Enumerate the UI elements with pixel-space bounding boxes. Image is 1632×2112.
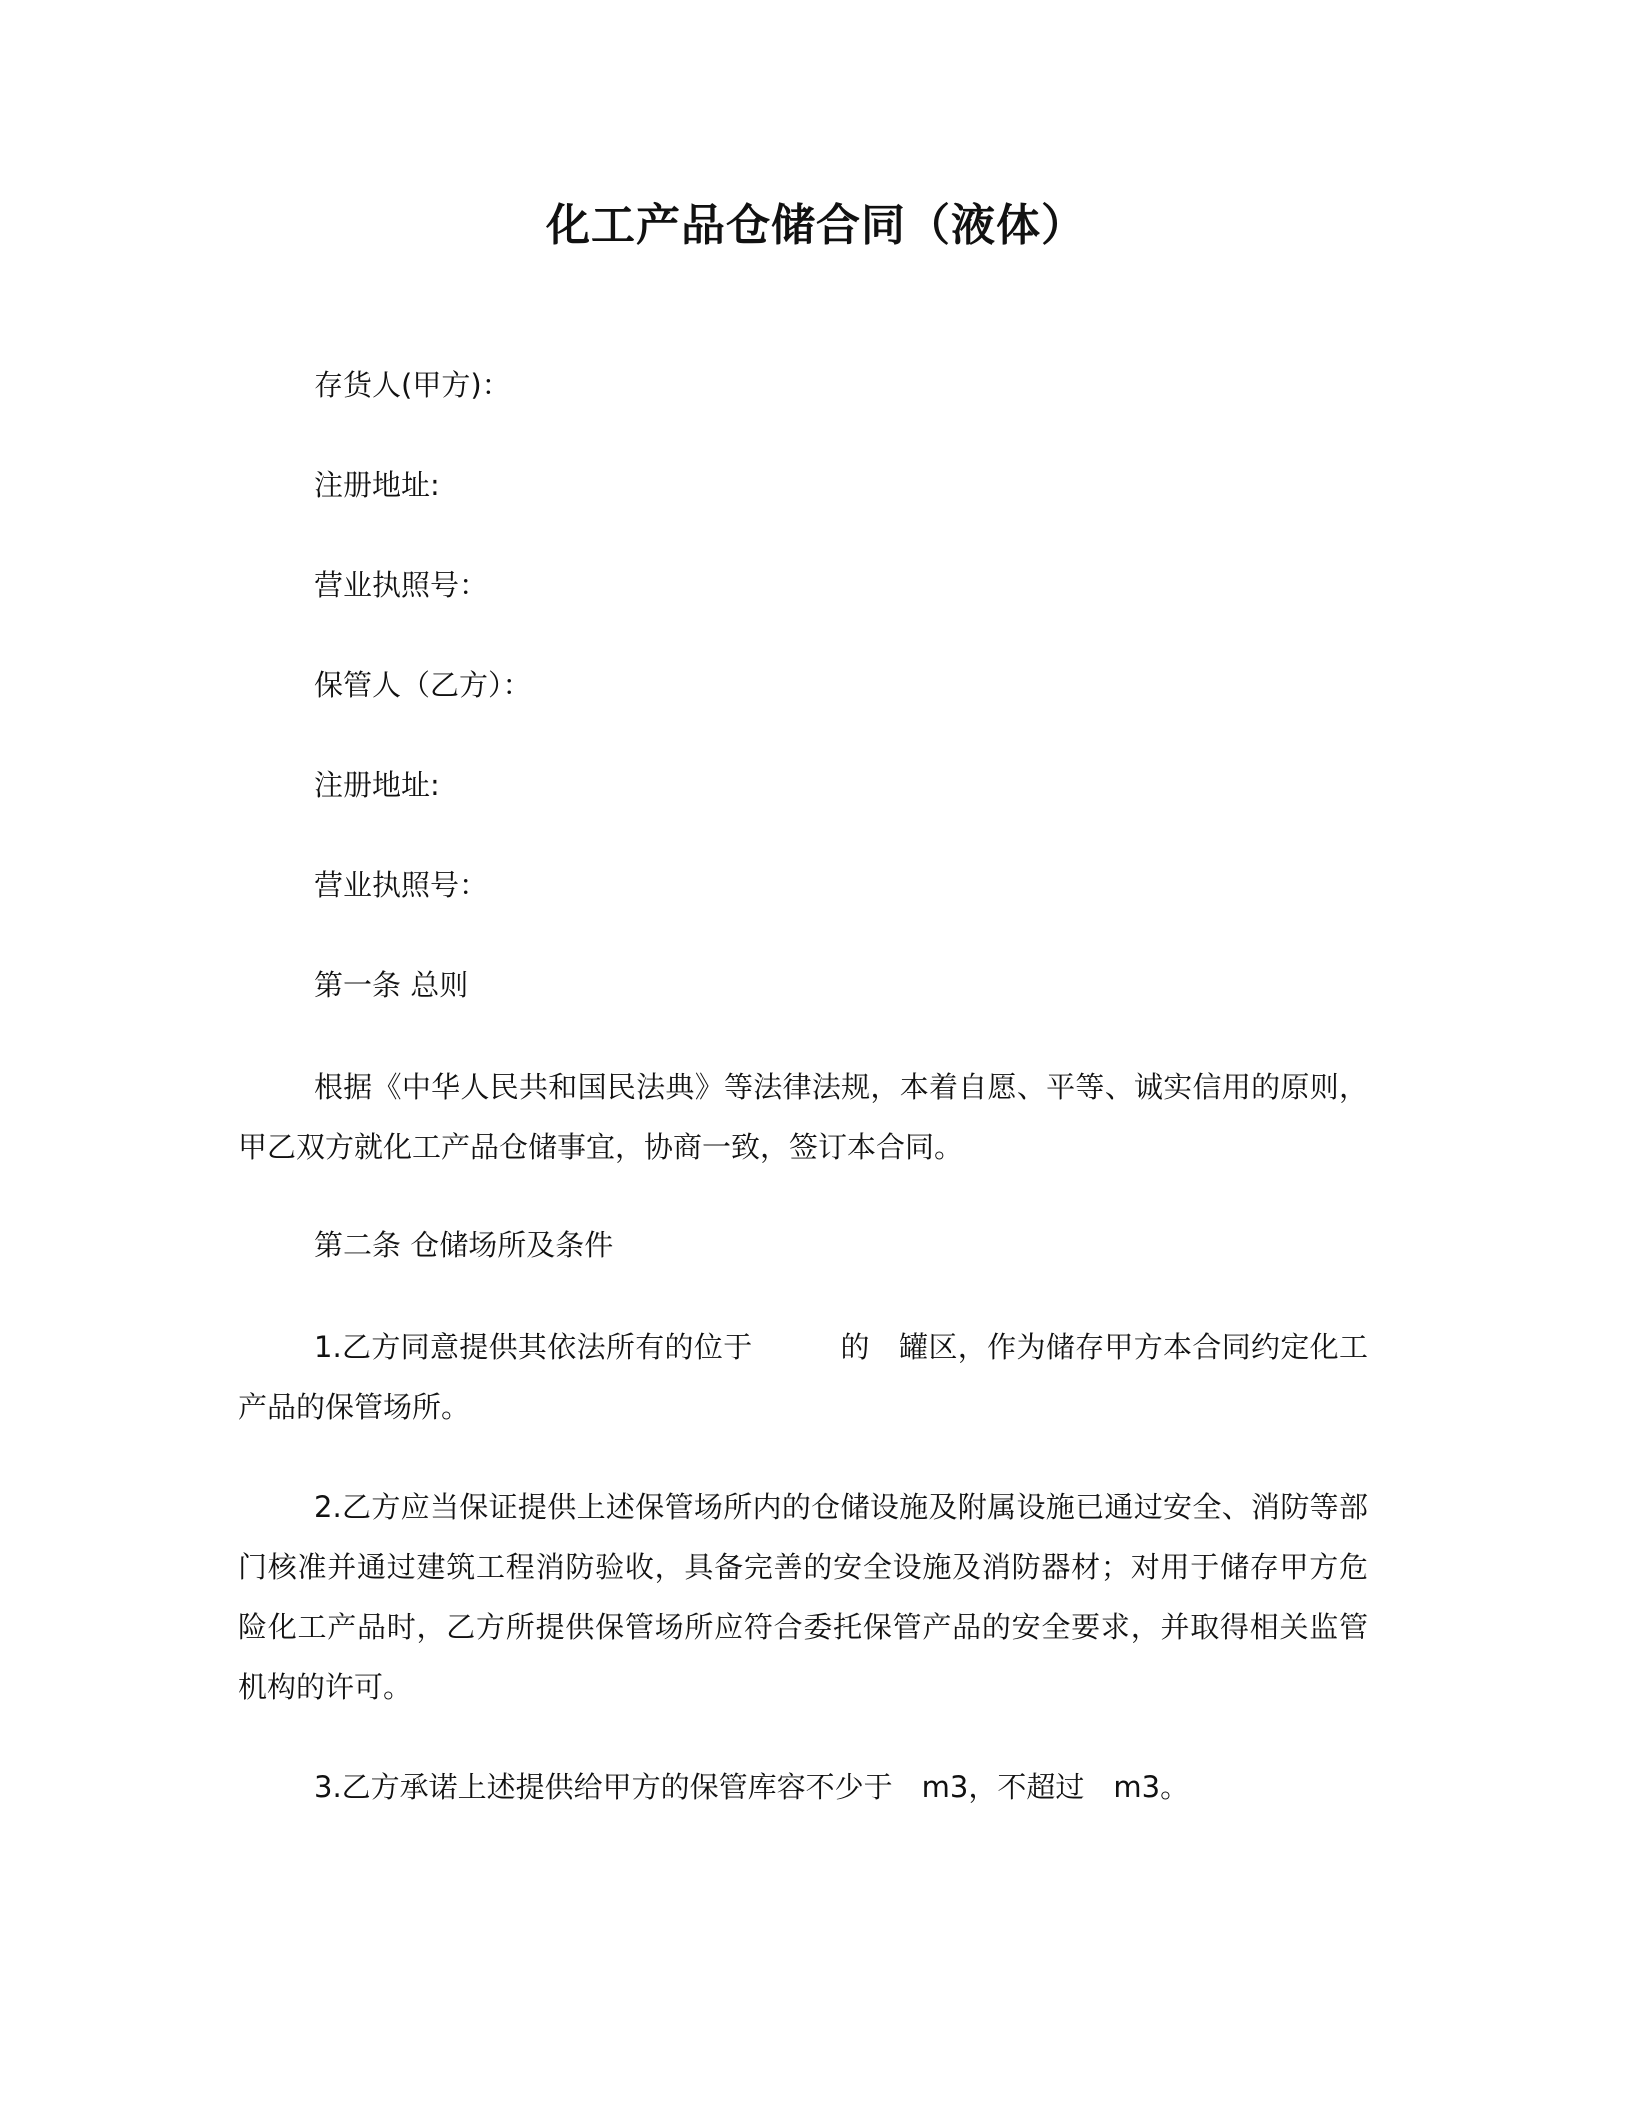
party-b-license-label: 营业执照号： xyxy=(314,868,489,902)
article-1-text: 根据《中华人民共和国民法典》等法律法规，本着自愿、平等、诚实信用的原则，甲乙双方就化工产品仓储事宜，协商一致，签订本合同。 xyxy=(238,1070,1368,1164)
party-b-address-label: 注册地址: xyxy=(314,768,440,802)
article-2-heading: 第二条 仓储场所及条件 xyxy=(314,1228,614,1262)
party-a-address-label: 注册地址: xyxy=(314,468,440,502)
party-a-license-label: 营业执照号： xyxy=(314,568,489,602)
clause-3-text: 3.乙方承诺上述提供给甲方的保管库容不少于 m3，不超过 m3。 xyxy=(314,1770,1190,1804)
party-b-label: 保管人（乙方）： xyxy=(314,668,532,702)
clause-2-text: 2.乙方应当保证提供上述保管场所内的仓储设施及附属设施已通过安全、消防等部门核准并通过建筑工程消防验收，具备完善的安全设施及消防器材；对用于储存甲方危险化工产品时，乙方所提供保管场所应符合委托保管产品的安全要求，并取得相关监管机构的许可。 xyxy=(238,1490,1368,1704)
party-a-label: 存货人(甲方)： xyxy=(314,368,511,402)
document-title: 化工产品仓储合同（液体） xyxy=(546,200,1086,251)
article-1-heading: 第一条 总则 xyxy=(314,968,469,1002)
clause-1-text: 1.乙方同意提供其依法所有的位于 的 罐区，作为储存甲方本合同约定化工产品的保管场所。 xyxy=(238,1330,1368,1424)
